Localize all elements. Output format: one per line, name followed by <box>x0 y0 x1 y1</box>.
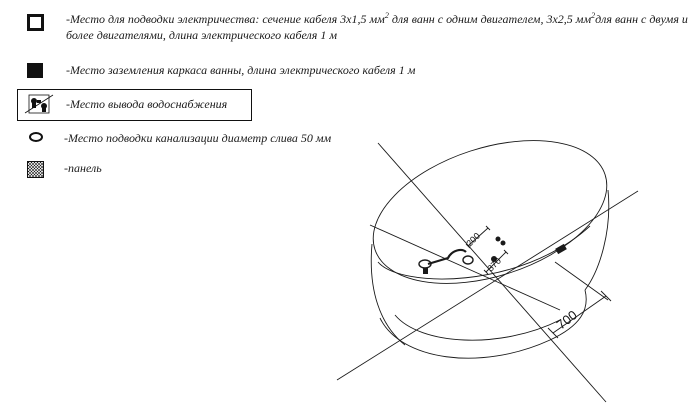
tub-body-right <box>585 190 609 290</box>
drain-pipe <box>428 250 466 264</box>
ext-line-700 <box>555 262 608 300</box>
legend-grounding: -Место заземления каркаса ванны, длина электрического кабеля 1 м <box>66 63 416 77</box>
dim-label-200: 200 <box>464 230 483 249</box>
dim-label-700: 700 <box>553 307 580 333</box>
axis-line-c <box>370 225 560 310</box>
legend-water: -Место вывода водоснабжения <box>66 97 228 111</box>
overflow-fitting <box>463 256 473 264</box>
legend-drain: -Место подводки канализации диаметр слива 50 мм <box>64 131 332 145</box>
legend-electric-line1: -Место для подводки электричества: сечение кабеля 3х1,5 $мм^2$ для ванн с одним двигателем, 3х2,5 $мм^2для$ ванн с двумя и <box>66 11 688 26</box>
legend-electric-line2: более двигателями, длина электрического кабеля 1 м <box>66 28 338 42</box>
legend-panel: -панель <box>64 161 102 175</box>
dim-700-tick-a <box>548 328 558 338</box>
tub-rim-outer <box>355 114 625 311</box>
dim-label-370: 370 <box>485 255 504 274</box>
